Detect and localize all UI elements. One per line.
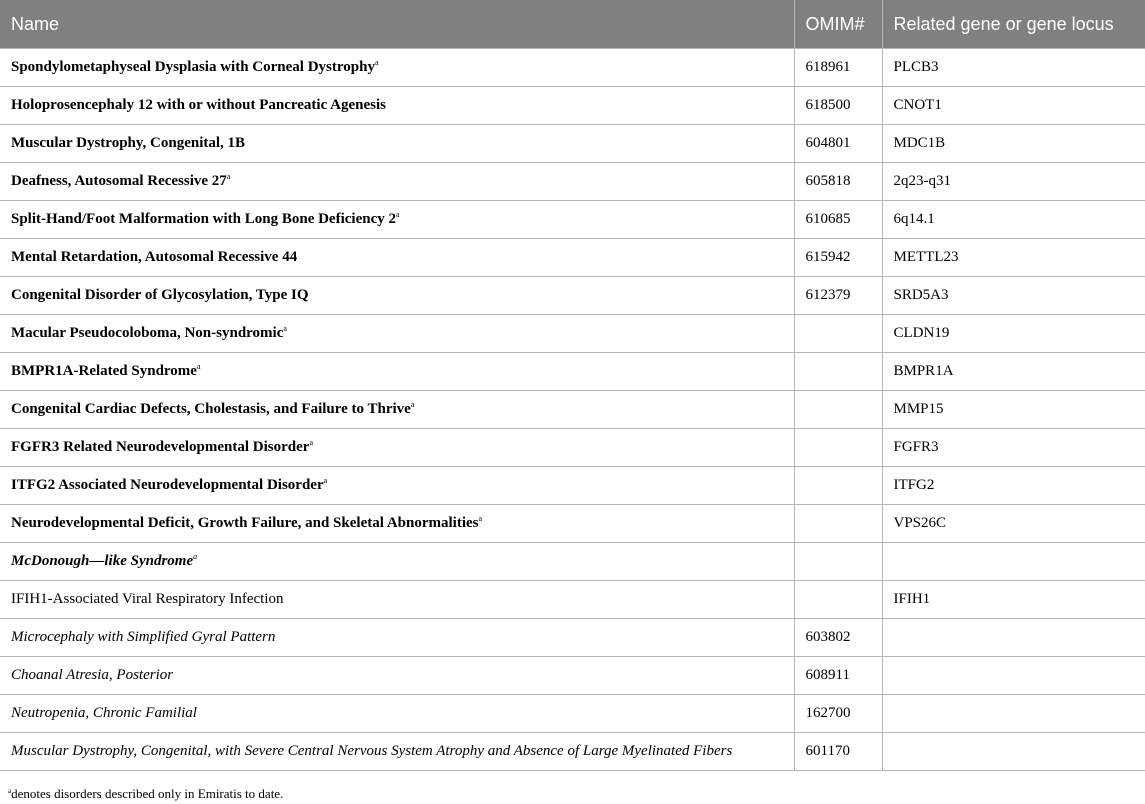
cell-omim	[794, 315, 882, 353]
table-row	[0, 353, 1145, 391]
table-row	[0, 505, 1145, 543]
cell-omim: 618961	[794, 49, 882, 87]
cell-omim	[794, 391, 882, 429]
table-row	[0, 733, 1145, 771]
cell-name	[0, 733, 794, 771]
cell-omim	[794, 429, 882, 467]
header-omim: OMIM#	[794, 0, 882, 49]
cell-omim: 618500	[794, 87, 882, 125]
table-header-row	[0, 0, 1145, 49]
cell-name	[0, 87, 794, 125]
cell-name	[0, 581, 794, 619]
cell-name	[0, 353, 794, 391]
cell-omim: 603802	[794, 619, 882, 657]
table-row	[0, 163, 1145, 201]
cell-omim	[794, 543, 882, 581]
disorder-name: Deafness, Autosomal Recessive 27	[11, 173, 227, 189]
disorder-name: Split-Hand/Foot Malformation with Long Bone Deficiency 2	[11, 211, 396, 227]
cell-gene: PLCB3	[882, 49, 1145, 87]
footnote-marker: a	[323, 476, 328, 485]
disorder-name: Spondylometaphyseal Dysplasia with Corneal Dystrophy	[11, 59, 375, 75]
cell-gene: IFIH1	[882, 581, 1145, 619]
cell-omim: 608911	[794, 657, 882, 695]
cell-gene: CNOT1	[882, 87, 1145, 125]
footnote-text: denotes disorders described only in Emiratis to date.	[11, 786, 284, 801]
disorder-name: Neurodevelopmental Deficit, Growth Failure, and Skeletal Abnormalities	[11, 515, 479, 531]
cell-gene: MMP15	[882, 391, 1145, 429]
cell-gene: VPS26C	[882, 505, 1145, 543]
footnote-marker: a	[478, 514, 483, 523]
cell-omim	[794, 353, 882, 391]
table-row	[0, 543, 1145, 581]
cell-name	[0, 543, 794, 581]
disorder-name: Microcephaly with Simplified Gyral Pattern	[11, 629, 276, 645]
table-row	[0, 581, 1145, 619]
footnote-marker: a	[193, 552, 198, 561]
cell-omim: 162700	[794, 695, 882, 733]
footnote-marker: a	[410, 400, 415, 409]
cell-gene: SRD5A3	[882, 277, 1145, 315]
footnote-marker: a	[396, 210, 400, 219]
cell-gene	[882, 695, 1145, 733]
cell-name	[0, 657, 794, 695]
footnote-marker: a	[309, 438, 313, 447]
disorder-name: Muscular Dystrophy, Congenital, 1B	[11, 135, 246, 151]
cell-name	[0, 429, 794, 467]
header-gene: Related gene or gene locus	[882, 0, 1145, 49]
disorder-name: McDonough—like Syndrome	[11, 553, 194, 569]
disorder-name: Mental Retardation, Autosomal Recessive 44	[11, 249, 298, 265]
cell-gene: CLDN19	[882, 315, 1145, 353]
cell-omim: 605818	[794, 163, 882, 201]
cell-omim	[794, 467, 882, 505]
cell-name	[0, 695, 794, 733]
disorder-name: Choanal Atresia, Posterior	[11, 667, 174, 683]
table-row	[0, 277, 1145, 315]
cell-name	[0, 277, 794, 315]
table-row	[0, 391, 1145, 429]
cell-gene: ITFG2	[882, 467, 1145, 505]
cell-gene	[882, 657, 1145, 695]
table-row	[0, 315, 1145, 353]
header-name: Name	[0, 0, 794, 49]
cell-gene: MDC1B	[882, 125, 1145, 163]
cell-gene	[882, 543, 1145, 581]
disorder-name: BMPR1A-Related Syndrome	[11, 363, 197, 379]
footnote-marker: a	[283, 324, 287, 333]
table-row	[0, 87, 1145, 125]
cell-name	[0, 505, 794, 543]
cell-name	[0, 163, 794, 201]
table-row	[0, 49, 1145, 87]
disorder-name: IFIH1-Associated Viral Respiratory Infection	[11, 591, 284, 607]
cell-name	[0, 239, 794, 277]
disorder-name: Muscular Dystrophy, Congenital, with Severe Central Nervous System Atrophy and Absence of Large Myelinated Fibers	[11, 743, 733, 759]
table-row	[0, 125, 1145, 163]
table-row	[0, 467, 1145, 505]
cell-name	[0, 619, 794, 657]
cell-gene: 2q23-q31	[882, 163, 1145, 201]
cell-omim: 612379	[794, 277, 882, 315]
disorder-name: Holoprosencephaly 12 with or without Pancreatic Agenesis	[11, 97, 386, 113]
cell-name	[0, 467, 794, 505]
cell-omim: 604801	[794, 125, 882, 163]
footnote-marker: a	[196, 362, 201, 371]
disorder-name: Macular Pseudocoloboma, Non-syndromic	[11, 325, 284, 341]
cell-name	[0, 315, 794, 353]
footnote-marker: a	[226, 172, 231, 181]
cell-gene	[882, 733, 1145, 771]
cell-omim: 601170	[794, 733, 882, 771]
disorder-name: Neutropenia, Chronic Familial	[11, 705, 197, 721]
disorder-name: ITFG2 Associated Neurodevelopmental Disorder	[11, 477, 324, 493]
footnote-marker: a	[374, 58, 379, 67]
cell-name	[0, 201, 794, 239]
table-row	[0, 429, 1145, 467]
disorder-name: Congenital Disorder of Glycosylation, Type IQ	[11, 287, 309, 303]
cell-name	[0, 125, 794, 163]
table-row	[0, 695, 1145, 733]
table-row	[0, 201, 1145, 239]
cell-gene: BMPR1A	[882, 353, 1145, 391]
table-row	[0, 619, 1145, 657]
cell-name	[0, 391, 794, 429]
cell-name	[0, 49, 794, 87]
table-row	[0, 657, 1145, 695]
table-row	[0, 239, 1145, 277]
cell-omim	[794, 581, 882, 619]
cell-gene	[882, 619, 1145, 657]
footnote	[8, 786, 283, 802]
cell-gene: 6q14.1	[882, 201, 1145, 239]
cell-gene: METTL23	[882, 239, 1145, 277]
footnote-mark: a	[8, 787, 12, 795]
cell-omim: 610685	[794, 201, 882, 239]
cell-omim: 615942	[794, 239, 882, 277]
disorder-name: FGFR3 Related Neurodevelopmental Disorder	[11, 439, 310, 455]
cell-gene: FGFR3	[882, 429, 1145, 467]
disorder-name: Congenital Cardiac Defects, Cholestasis, and Failure to Thrive	[11, 401, 411, 417]
cell-omim	[794, 505, 882, 543]
